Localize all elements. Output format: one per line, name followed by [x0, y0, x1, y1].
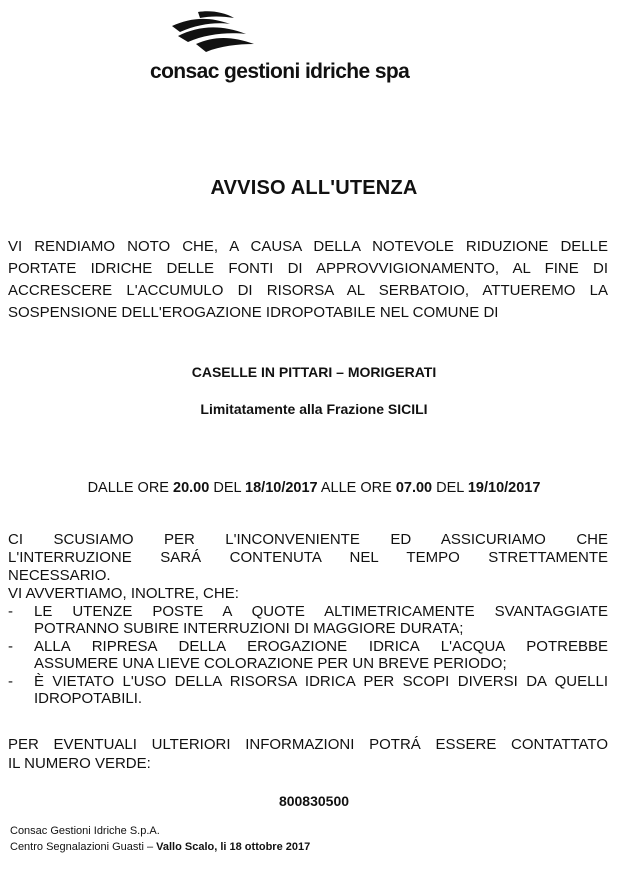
intro-line: VI RENDIAMO NOTO CHE, A CAUSA DELLA NOTEVOLE RIDUZIONE DELLE — [8, 238, 608, 255]
company-logo — [150, 8, 430, 88]
affected-location: CASELLE IN PITTARI – MORIGERATI — [191, 364, 437, 380]
list-item-line: ASSUMERE UNA LIEVE COLORAZIONE PER UN BREVE PERIODO; — [34, 655, 507, 672]
footer-date: Vallo Scalo, li 18 ottobre 2017 — [156, 841, 311, 853]
list-item-line: È VIETATO L'USO DELLA RISORSA IDRICA PER SCOPI DIVERSI DA QUELLI — [34, 673, 608, 690]
schedule-text: DEL — [436, 480, 464, 496]
wave-logo-icon — [168, 8, 258, 56]
footer-center: Centro Segnalazioni Guasti – — [10, 841, 157, 853]
start-date: 18/10/2017 — [245, 480, 318, 496]
limitation-note: Limitatamente alla Frazione SICILI — [200, 401, 428, 417]
warning-intro: VI AVVERTIAMO, INOLTRE, CHE: — [8, 585, 239, 602]
list-item: - ALLA RIPRESA DELLA EROGAZIONE IDRICA L'ACQUA POTREBBE ASSUMERE UNA LIEVE COLORAZIONE PER UN BREVE PERIODO; — [8, 638, 608, 672]
info-paragraph — [8, 735, 608, 773]
intro-line: ACCRESCERE L'ACCUMULO DI RISORSA AL SERBATOIO, ATTUEREMO LA — [8, 282, 608, 299]
schedule-text: ALLE ORE — [320, 480, 392, 496]
info-line: IL NUMERO VERDE: — [8, 755, 151, 772]
apology-line: NECESSARIO. — [8, 567, 111, 584]
schedule-text: DALLE ORE — [87, 480, 169, 496]
info-line: PER EVENTUALI ULTERIORI INFORMAZIONI POTRÁ ESSERE CONTATTATO — [8, 736, 608, 753]
footer-place-date — [10, 839, 310, 855]
list-item: - LE UTENZE POSTE A QUOTE ALTIMETRICAMENTE SVANTAGGIATE POTRANNO SUBIRE INTERRUZIONI DI MAGGIORE DURATA; — [8, 603, 608, 637]
list-item: - È VIETATO L'USO DELLA RISORSA IDRICA PER SCOPI DIVERSI DA QUELLI IDROPOTABILI. — [8, 673, 608, 707]
list-item-line: LE UTENZE POSTE A QUOTE ALTIMETRICAMENTE SVANTAGGIATE — [34, 603, 608, 620]
company-name: consac gestioni idriche spa — [150, 60, 410, 83]
apology-paragraph — [8, 531, 608, 603]
warnings-list — [8, 603, 608, 708]
end-date: 19/10/2017 — [467, 480, 541, 496]
apology-line: L'INTERRUZIONE SARÁ CONTENUTA NEL TEMPO STRETTAMENTE — [8, 549, 608, 566]
apology-line: CI SCUSIAMO PER L'INCONVENIENTE ED ASSICURIAMO CHE — [8, 531, 608, 548]
suspension-schedule — [0, 480, 628, 496]
intro-line: SOSPENSIONE DELL'EROGAZIONE IDROPOTABILE NEL COMUNE DI — [8, 304, 499, 321]
end-time: 07.00 — [395, 480, 433, 496]
footer — [10, 823, 310, 855]
toll-free-number: 800830500 — [278, 793, 350, 809]
list-item-line: IDROPOTABILI. — [34, 690, 143, 707]
notice-title: AVVISO ALL'UTENZA — [210, 177, 418, 199]
schedule-text: DEL — [213, 480, 242, 496]
list-item-line: POTRANNO SUBIRE INTERRUZIONI DI MAGGIORE DURATA; — [34, 620, 464, 637]
intro-paragraph — [8, 236, 608, 324]
footer-company: Consac Gestioni Idriche S.p.A. — [10, 825, 160, 837]
intro-line: PORTATE IDRICHE DELLE FONTI DI APPROVVIGIONAMENTO, AL FINE DI — [8, 260, 608, 277]
start-time: 20.00 — [173, 480, 210, 496]
list-item-line: ALLA RIPRESA DELLA EROGAZIONE IDRICA L'ACQUA POTREBBE — [34, 638, 608, 655]
